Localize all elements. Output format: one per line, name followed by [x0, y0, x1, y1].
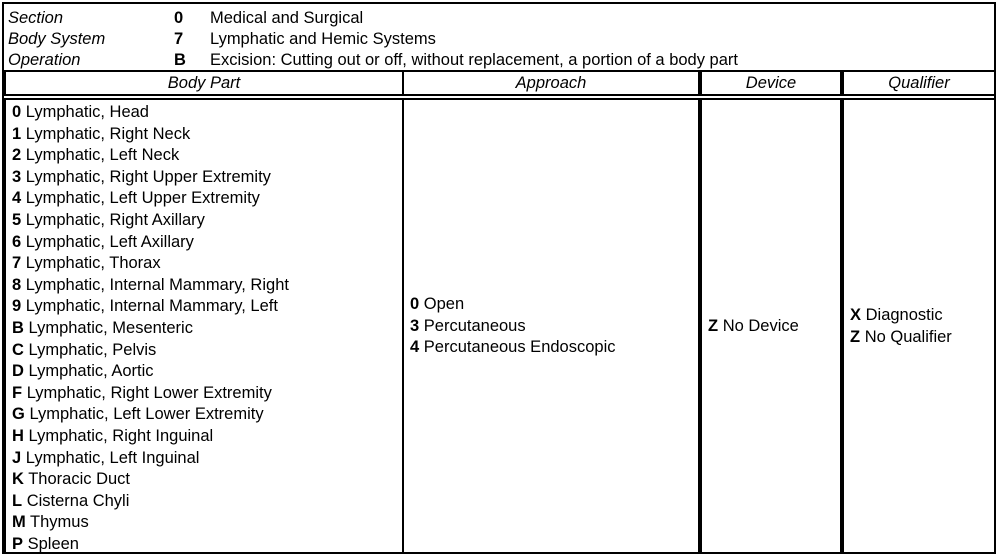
- body-part-item-code: 4: [12, 189, 22, 208]
- body-system-label: Body System: [8, 30, 106, 48]
- device-item: [708, 316, 799, 338]
- body-part-item-label: Cisterna Chyli: [26, 491, 130, 510]
- body-part-item-label: Lymphatic, Head: [25, 103, 149, 121]
- body-part-item-label: Lymphatic, Pelvis: [28, 340, 157, 359]
- body-part-item-code: D: [12, 362, 24, 381]
- device-item-code: Z: [708, 317, 719, 335]
- body-part-item-code: B: [12, 318, 24, 337]
- body-part-item-label: Lymphatic, Right Upper Extremity: [25, 167, 271, 186]
- qualifier-item-code: X: [850, 306, 862, 324]
- body-part-item: [12, 210, 289, 232]
- body-part-item-code: 3: [12, 167, 22, 186]
- body-part-item-code: 9: [12, 297, 22, 316]
- body-part-item: [12, 426, 289, 448]
- body-part-item-code: 0: [12, 103, 22, 121]
- body-part-item-label: Lymphatic, Left Inguinal: [25, 448, 200, 467]
- approach-list: [410, 294, 616, 359]
- body-part-item-code: 7: [12, 254, 22, 273]
- body-part-item-label: Lymphatic, Left Axillary: [25, 232, 194, 251]
- approach-item-label: Open: [423, 295, 465, 313]
- body-part-item: [12, 188, 289, 210]
- qualifier-item-label: No Qualifier: [864, 327, 952, 346]
- body-part-item-code: 8: [12, 275, 22, 294]
- body-part-item-label: Lymphatic, Aortic: [28, 362, 154, 381]
- body-part-item: [12, 253, 289, 275]
- qualifier-item-label: Diagnostic: [865, 306, 943, 324]
- body-part-item: [12, 469, 289, 491]
- body-part-item-code: M: [12, 513, 26, 532]
- body-part-item-label: Lymphatic, Left Upper Extremity: [25, 189, 260, 208]
- body-part-item: [12, 340, 289, 362]
- body-part-cell: [4, 98, 404, 554]
- body-part-item: [12, 318, 289, 340]
- qualifier-list: [850, 305, 952, 348]
- device-item-label: No Device: [722, 317, 799, 335]
- body-part-item: [12, 296, 289, 318]
- body-part-item-label: Lymphatic, Right Neck: [25, 124, 191, 143]
- body-part-item-label: Lymphatic, Internal Mammary, Right: [25, 275, 289, 294]
- body-part-item-code: K: [12, 470, 24, 489]
- pcs-table: [2, 2, 996, 554]
- qualifier-item: [850, 327, 952, 349]
- body-part-item-code: 2: [12, 146, 22, 165]
- qualifier-item: [850, 305, 952, 327]
- body-part-item: [12, 404, 289, 426]
- approach-item-code: 3: [410, 316, 420, 335]
- body-part-item-code: 6: [12, 232, 22, 251]
- body-part-item-label: Lymphatic, Mesenteric: [28, 318, 193, 337]
- body-part-item-code: J: [12, 448, 22, 467]
- body-part-item-code: C: [12, 340, 24, 359]
- body-part-item: [12, 512, 289, 534]
- body-part-item: [12, 232, 289, 254]
- body-part-item-label: Lymphatic, Right Axillary: [25, 210, 205, 229]
- body-part-item-label: Thoracic Duct: [28, 470, 130, 489]
- body-part-item: [12, 275, 289, 297]
- body-part-item-code: P: [12, 534, 24, 553]
- body-part-item-code: 1: [12, 124, 22, 143]
- approach-cell: [402, 98, 700, 554]
- column-header-body-part: Body Part: [4, 70, 404, 96]
- body-part-item: [12, 491, 289, 513]
- operation-code: B: [174, 51, 186, 69]
- operation-label: Operation: [8, 51, 81, 69]
- body-part-item: [12, 124, 289, 146]
- body-system-description: Lymphatic and Hemic Systems: [210, 30, 436, 48]
- body-part-item-label: Lymphatic, Right Lower Extremity: [26, 383, 272, 402]
- body-part-item-code: 5: [12, 210, 22, 229]
- section-code: 0: [174, 9, 184, 27]
- body-part-item-label: Spleen: [27, 534, 79, 553]
- body-part-item-label: Thymus: [30, 513, 89, 532]
- body-system-code: 7: [174, 30, 184, 48]
- body-part-item: [12, 534, 289, 556]
- body-part-item: [12, 361, 289, 383]
- section-description: Medical and Surgical: [210, 9, 364, 27]
- approach-item: [410, 294, 616, 316]
- body-part-item-code: G: [12, 405, 25, 424]
- table-header-block: [4, 4, 994, 70]
- device-list: [708, 316, 799, 338]
- body-part-item-code: L: [12, 491, 23, 510]
- body-part-item: [12, 102, 289, 124]
- body-part-item: [12, 145, 289, 167]
- approach-item: [410, 337, 616, 359]
- section-label: Section: [8, 9, 64, 27]
- approach-item-label: Percutaneous Endoscopic: [423, 338, 616, 357]
- approach-item-code: 0: [410, 295, 420, 313]
- body-part-item-label: Lymphatic, Right Inguinal: [28, 426, 214, 445]
- approach-item: [410, 316, 616, 338]
- column-header-device: Device: [700, 70, 842, 96]
- body-part-item: [12, 448, 289, 470]
- body-part-item-code: F: [12, 383, 23, 402]
- body-part-item: [12, 167, 289, 189]
- approach-item-code: 4: [410, 338, 420, 357]
- device-cell: [700, 98, 842, 554]
- qualifier-item-code: Z: [850, 327, 861, 346]
- body-part-item-label: Lymphatic, Internal Mammary, Left: [25, 297, 278, 316]
- body-part-item-code: H: [12, 426, 24, 445]
- body-part-list: [12, 102, 289, 555]
- approach-item-label: Percutaneous: [423, 316, 526, 335]
- body-part-item: [12, 383, 289, 405]
- column-header-qualifier: Qualifier: [842, 70, 996, 96]
- qualifier-cell: [842, 98, 996, 554]
- body-part-item-label: Lymphatic, Thorax: [25, 254, 161, 273]
- body-part-item-label: Lymphatic, Left Neck: [25, 146, 180, 165]
- operation-description: Excision: Cutting out or off, without replacement, a portion of a body part: [210, 51, 738, 69]
- column-header-approach: Approach: [402, 70, 700, 96]
- body-part-item-label: Lymphatic, Left Lower Extremity: [29, 405, 264, 424]
